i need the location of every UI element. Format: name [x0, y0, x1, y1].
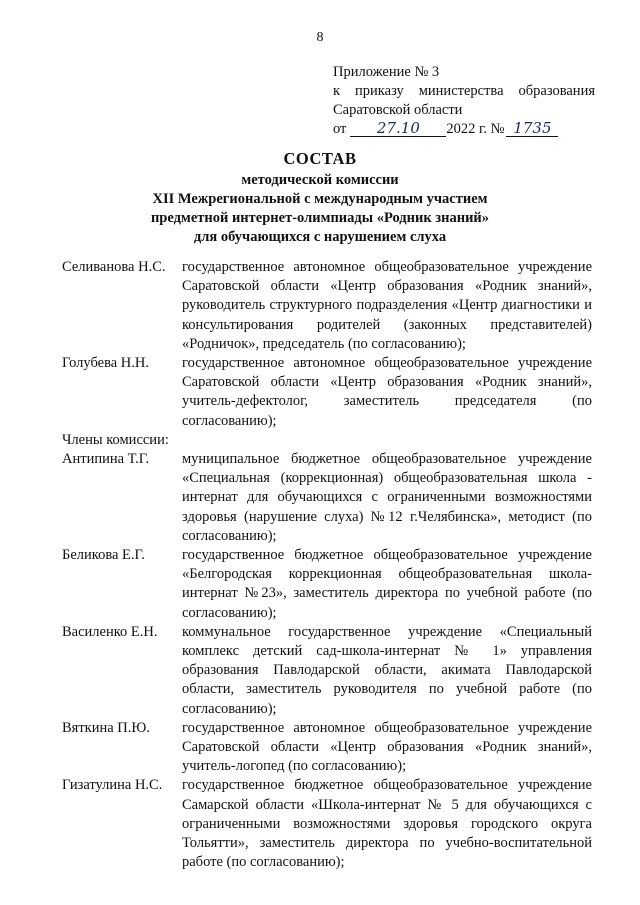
- appendix-region-line: Саратовской области: [333, 102, 463, 118]
- title-line-2: XII Межрегиональной с международным участием: [152, 191, 488, 207]
- member-description: государственное бюджетное общеобразовательное учреждение Самарской области «Школа-интернат № 5 для обучающихся с ограниченными возможностями здоровья городского округа Тольятти», заместитель директора по учебно-воспитательной работе (по согласованию);: [182, 777, 592, 871]
- title-line-4: для обучающихся с нарушением слуха: [193, 229, 447, 245]
- list-item: [62, 776, 592, 872]
- member-name: Вяткина П.Ю.: [62, 719, 150, 736]
- list-item: [62, 450, 592, 546]
- member-description: государственное автономное общеобразовательное учреждение Саратовской области «Центр образования «Родник знаний», учитель-логопед (по согласованию);: [182, 719, 592, 775]
- appendix-date-line: [333, 120, 595, 139]
- list-item: [62, 546, 592, 623]
- member-name: Гизатулина Н.С.: [62, 777, 163, 794]
- handwritten-date: 27.10: [350, 121, 446, 137]
- member-name: Василенко Е.Н.: [62, 623, 158, 640]
- members-section-label-row: [62, 431, 592, 450]
- members-section-label: Члены комиссии:: [62, 431, 169, 448]
- member-description: государственное автономное общеобразовательное учреждение Саратовской области «Центр образования «Родник знаний», учитель-дефектолог, заместитель председателя (по согласованию);: [182, 355, 592, 429]
- document-title-block: [0, 147, 640, 247]
- list-item: [62, 354, 592, 431]
- handwritten-order-number: 1735: [506, 121, 558, 137]
- appendix-title: Приложение № 3: [333, 64, 440, 80]
- member-description: муниципальное бюджетное общеобразовательное учреждение «Специальная (коррекционная) общеобразовательная школа - интернат для обучающихся с ограниченными возможностями здоровья (нарушение слуха) №12 г.Челябинска», методист (по согласованию);: [182, 451, 592, 544]
- appendix-block: [333, 63, 595, 139]
- member-description: государственное автономное общеобразовательное учреждение Саратовской области «Центр образования «Родник знаний», руководитель структурного подразделения «Центр диагностики и консультирования родителей (законных представителей) «Родничок», председатель (по согласованию);: [182, 259, 592, 352]
- title-line-1: методической комиссии: [241, 172, 399, 188]
- member-name: Беликова Е.Г.: [62, 547, 145, 564]
- year-text: 2022 г. №: [446, 121, 505, 137]
- page-number: 8: [316, 30, 324, 45]
- list-item: [62, 719, 592, 777]
- list-item: [62, 623, 592, 719]
- commission-list: [62, 258, 592, 873]
- member-description: коммунальное государственное учреждение «Специальный комплекс детский сад-школа-интернат № 1» управления образования Павлодарской области, акимата Павлодарской области, заместитель руководителя по учебной работе (по согласованию);: [182, 623, 592, 717]
- appendix-order-line: к приказу министерства образования: [333, 83, 595, 99]
- date-prefix: от: [333, 121, 347, 137]
- title-line-3: предметной интернет-олимпиады «Родник знаний»: [150, 210, 490, 226]
- list-item: [62, 258, 592, 354]
- member-name: Селиванова Н.С.: [62, 259, 166, 275]
- member-name: Голубева Н.Н.: [62, 355, 149, 372]
- document-title: СОСТАВ: [283, 149, 357, 168]
- member-name: Антипина Т.Г.: [62, 451, 150, 468]
- member-description: государственное бюджетное общеобразовательное учреждение «Белгородская коррекционная общеобразовательная школа-интернат №23», заместитель директора по учебной работе (по согласованию);: [182, 547, 592, 621]
